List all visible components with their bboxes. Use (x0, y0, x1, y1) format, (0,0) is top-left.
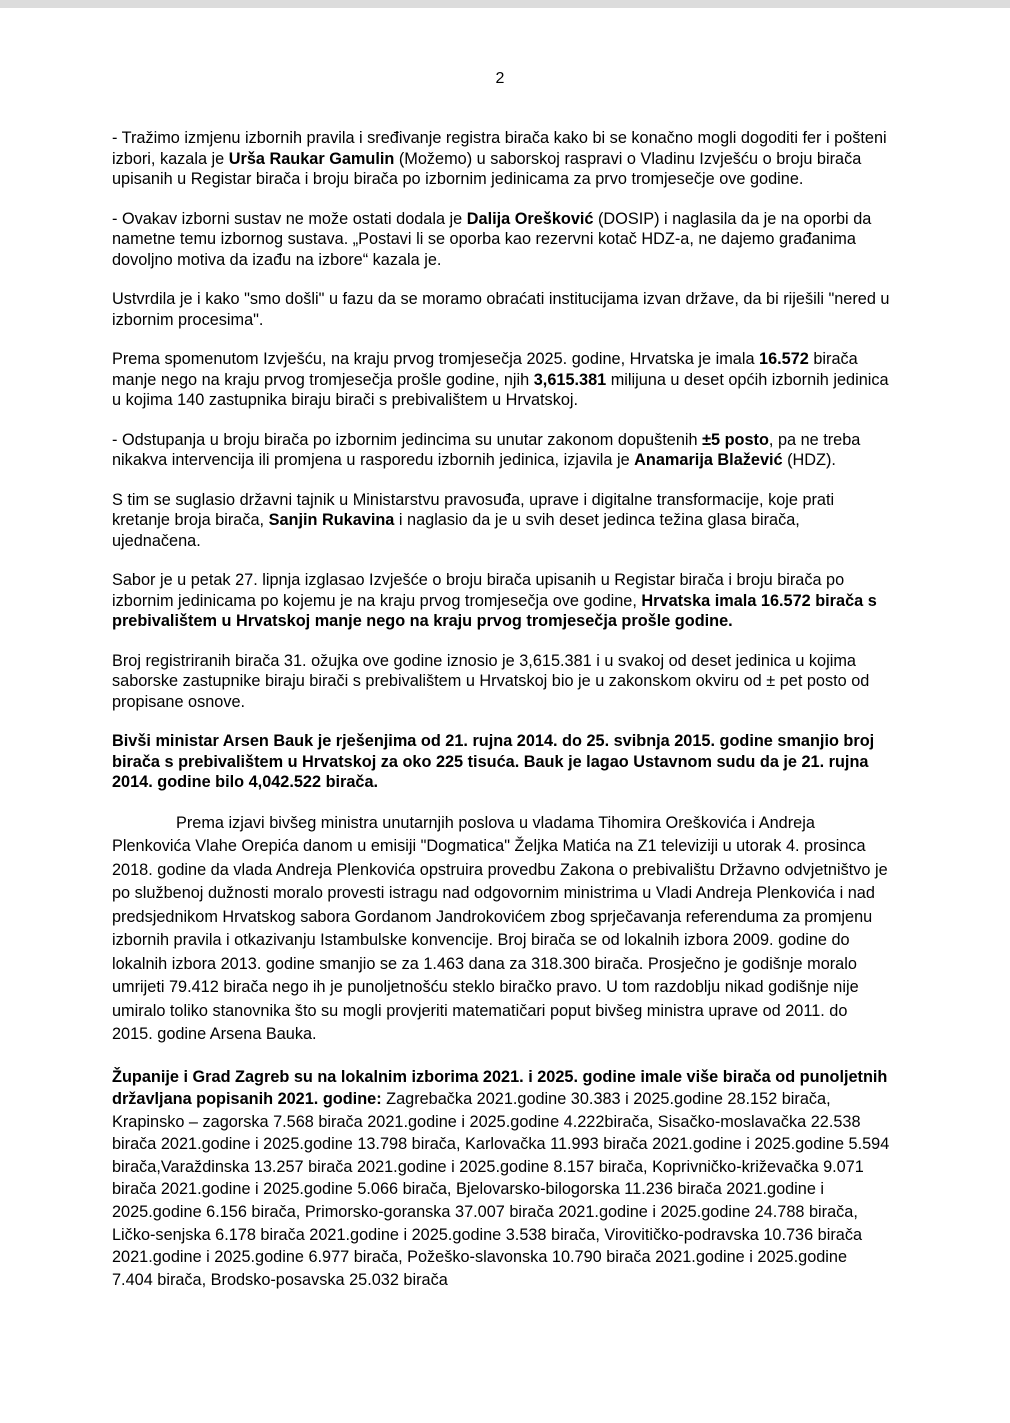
text-run: Zagrebačka 2021.godine 30.383 i 2025.godine 28.152 birača, Krapinsko – zagorska 7.568 birača 2021.godine i 2025.godine 4.222birača, Sisačko-moslavačka 22.538 birača 2021.godine i 2025.godine 13.798 birača, Karlovačka 11.993 birača 2021.godine i 2025.godine 5.594 birača,Varaždinska 13.257 birača 2021.godine i 2025.godine 8.157 birača, Koprivničko-križevačka 9.071 birača 2021.godine i 2025.godine 5.066 birača, Bjelovarsko-bilogorska 11.236 birača 2021.godine i 2025.godine 6.156 birača, Primorsko-goranska 37.007 birača 2021.godine i 2025.godine 24.788 birača, Ličko-senjska 6.178 birača 2021.godine i 2025.godine 3.538 birača, Virovitičko-podravska 10.736 birača 2021.godine i 2025.godine 6.977 birača, Požeško-slavonska 10.790 birača 2021.godine i 2025.godine 7.404 birača, Brodsko-posavska 25.032 birača (112, 1090, 890, 1289)
bold-text: 3,615.381 (533, 370, 607, 389)
paragraph-gamulin (112, 128, 892, 190)
bold-text: Dalija Orešković (466, 209, 594, 228)
text-run: Prema spomenutom Izvješću, na kraju prvog tromjesečja 2025. godine, Hrvatska je imala (112, 350, 760, 368)
text-run: Sabor je u petak 27. lipnja izglasao Izvješće o broju birača upisanih u Registar birača i broju birača po izbornim jedinicama po kojemu je na kraju prvog tromjesečja ove godine, (112, 571, 845, 610)
text-run: i naglasio da je u svih deset jedinca težina glasa birača, ujednačena. (112, 511, 800, 550)
page-number: 2 (495, 70, 505, 87)
document-body (112, 128, 892, 1310)
top-edge-bar (0, 0, 1010, 8)
bold-text: Županije i Grad Zagreb su na lokalnim izborima 2021. i 2025. godine imale više birača od punoljetnih državljana popisanih 2021. godine: (112, 1067, 888, 1109)
bold-text: Hrvatska imala 16.572 birača s prebivalištem u Hrvatskoj manje nego na kraju prvog tromjesečja prošle godine. (112, 591, 877, 630)
paragraph-registered (112, 651, 892, 713)
text-run: Ustvrdila je i kako "smo došli" u fazu da se moramo obraćati institucijama izvan države, da bi riješili "nered u izbornim procesima". (112, 290, 890, 329)
text-run: Broj registriranih birača 31. ožujka ove godine iznosio je 3,615.381 i u svakoj od deset jedinica u kojima saborske zastupnike biraju birači s prebivalištem u Hrvatskoj bio je u zakonskom okviru od ± pet posto od propisane osnove. (112, 651, 870, 711)
bold-text: ±5 posto (702, 430, 769, 449)
paragraph-bauk (112, 731, 892, 793)
text-run: Prema izjavi bivšeg ministra unutarnjih poslova u vladama Tihomira Oreškovića i Andreja Plenkovića Vlahe Orepića danom u emisiji "Dogmatica" Željka Matića na Z1 televiziji u utorak 4. prosinca 2018. godine da vlada Andreja Plenkovića opstruira provedbu Zakona o prebivalištu Državno odvjetništvo je po službenoj dužnosti moralo provesti istragu nad odgovornim ministrima u Vladi Andreja Plenkovića i nad predsjednikom Hrvatskog sabora Gordanom Jandrokovićem zbog sprječavanja referenduma za promjenu izbornih pravila i otkazivanju Istambulske konvencije. Broj birača se od lokalnih izbora 2009. godine do lokalnih izbora 2013. godine smanjio se za 1.463 dana za 318.300 birača. Prosječno je godišnje moralo umrijeti 79.412 birača nego ih je punoljetnošću steklo biračko pravo. U tom razdoblju nikad godišnje nije umiralo toliko stanovnika što su mogli provjeriti matematičari poput bivšeg ministra uprave od 2011. do 2015. godine Arsena Bauka. (112, 813, 888, 1043)
text-run: - Odstupanja u broju birača po izbornim jedincima su unutar zakonom dopuštenih (112, 430, 703, 449)
bold-text: 16.572 (759, 350, 809, 368)
bold-text: Sanjin Rukavina (268, 511, 395, 529)
text-run: - Tražimo izmjenu izbornih pravila i sređivanje registra birača kako bi se konačno mogli dogoditi fer i pošteni izbori, kazala je (112, 129, 887, 168)
text-run: birača manje nego na kraju prvog tromjesečja prošle godine, njih (112, 350, 858, 389)
bold-text: Anamarija Blažević (634, 451, 783, 469)
text-run: (DOSIP) i naglasila da je na oporbi da nametne temu izbornog sustava. „Postavi li se oporba kao rezervni kotač HDZ-a, ne dajemo građanima dovoljno motiva da izađu na izbore“ kazala je. (112, 209, 872, 269)
text-run: , pa ne treba nikakva intervencija ili promjena u rasporedu izbornih jedinica, izjavila je (112, 430, 861, 469)
text-run: milijuna u deset općih izbornih jedinica u kojima 140 zastupnika biraju birači s prebivalištem u Hrvatskoj. (112, 370, 889, 409)
text-run: (HDZ). (782, 451, 836, 469)
paragraph-report (112, 349, 892, 411)
paragraph-blazevic (112, 430, 892, 471)
paragraph-institutions (112, 289, 892, 330)
paragraph-sabor (112, 570, 892, 632)
text-run: - Ovakav izborni sustav ne može ostati dodala je (112, 209, 467, 228)
paragraph-rukavina (112, 490, 892, 552)
bold-text: Urša Raukar Gamulin (228, 149, 395, 168)
bold-text: Bivši ministar Arsen Bauk je rješenjima od 21. rujna 2014. do 25. svibnja 2015. godine smanjio broj birača s prebivalištem u Hrvatskoj za oko 225 tisuća. Bauk je lagao Ustavnom sudu da je 21. rujna 2014. godine bilo 4,042.522 birača. (112, 732, 875, 791)
text-run: S tim se suglasio državni tajnik u Ministarstvu pravosuđa, uprave i digitalne transformacije, koje prati kretanje broja birača, (112, 490, 835, 529)
paragraph-counties (112, 1066, 892, 1292)
paragraph-orepic (112, 812, 892, 1047)
text-run: (Možemo) u saborskoj raspravi o Vladinu Izvješću o broju birača upisanih u Registar birača i broju birača po izbornim jedinicama za prvo tromjesečje ove godine. (112, 149, 862, 188)
paragraph-oreskovic (112, 209, 892, 271)
